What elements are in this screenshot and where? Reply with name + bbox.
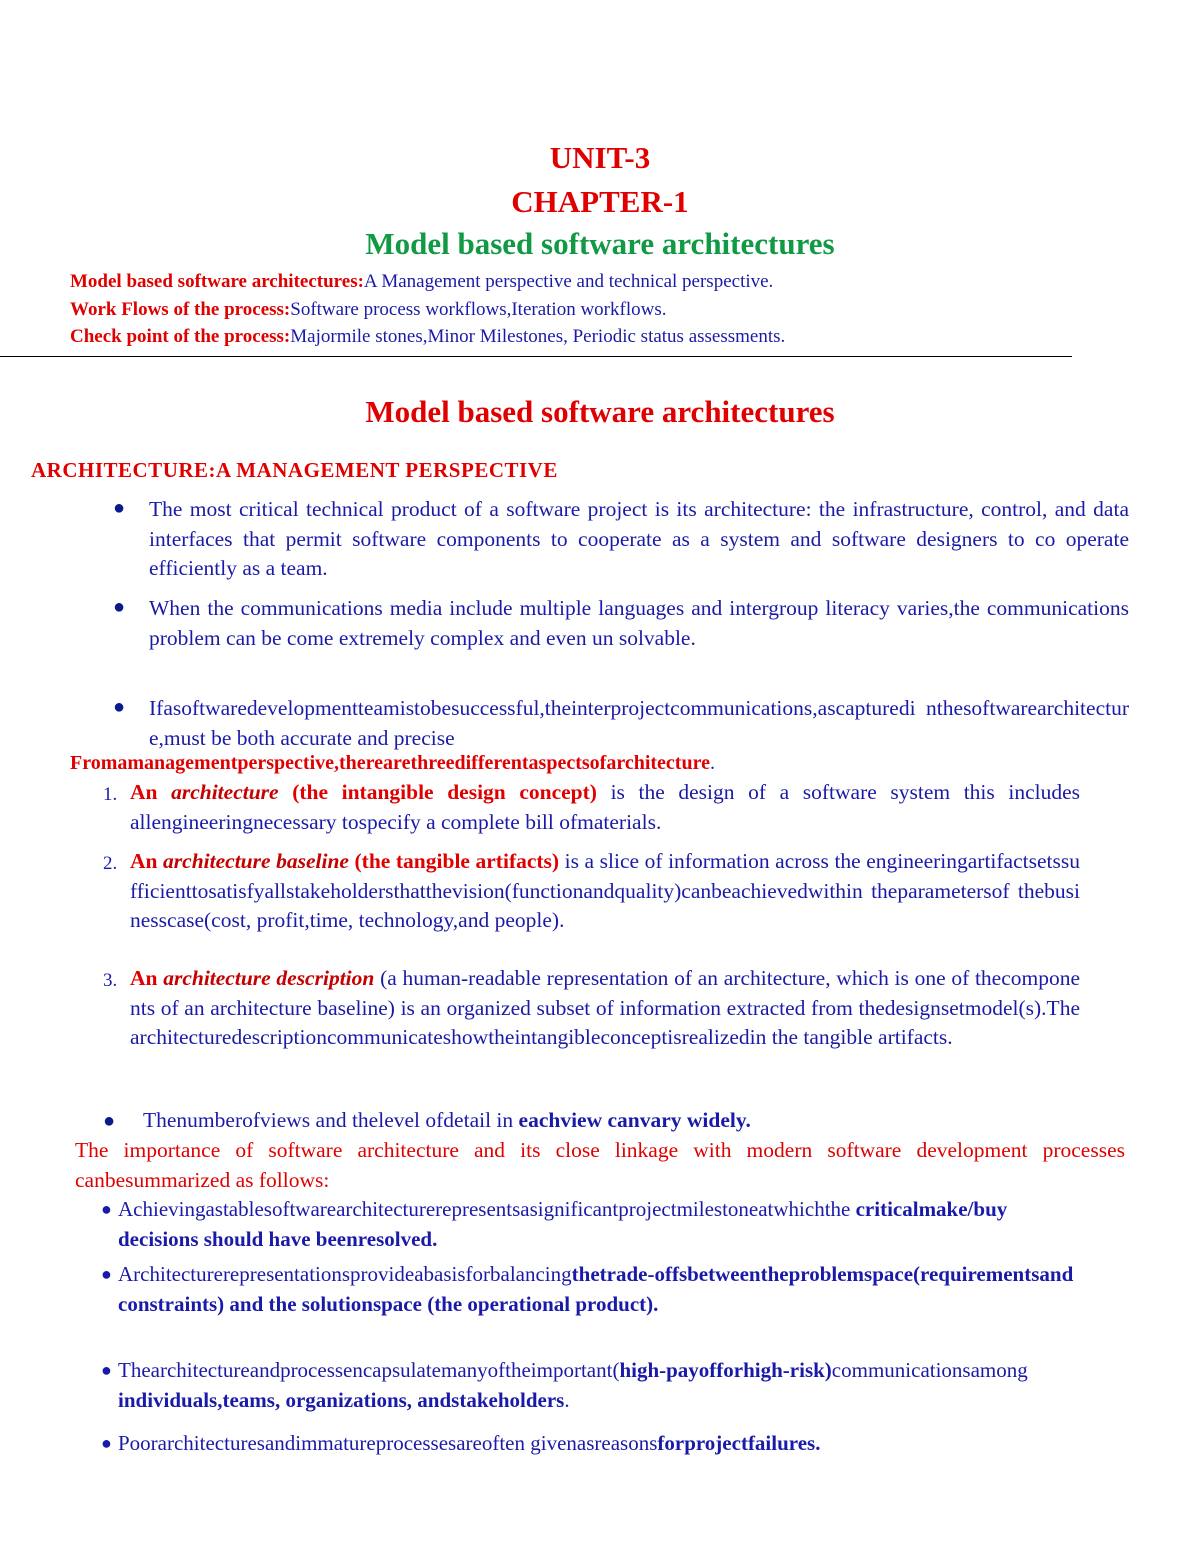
topic-line-1: Model based software architectures:A Management perspective and technical perspective. (70, 271, 774, 292)
page-title: Model based software architectures (365, 226, 835, 261)
bullet-icon: ● (101, 1360, 112, 1380)
bullet-icon: ● (101, 1433, 112, 1453)
importance-paragraph: The importance of software architecture and its close linkage with modern software development processes canbesummarized as follows: (75, 1138, 1125, 1192)
point-2: Architecturerepresentationsprovideabasisforbalancingthetrade-offsbetweentheproblemspace(requirementsand constraints) and the solutionspace (the operational product). (118, 1262, 1074, 1316)
aspect-item-2: An architecture baseline (the tangible artifacts) is a slice of information across the engineeringartifactsetssufficienttosatisfyallstakeholdersthatthevision(functionandquality)canbeachievedwithin theparametersof thebusinesscase(cost, profit,time, technology,and people). (130, 849, 1080, 932)
section-heading: ARCHITECTURE:A MANAGEMENT PERSPECTIVE (31, 458, 558, 482)
bullet-icon: ● (101, 1264, 112, 1284)
unit-title: UNIT-3 (549, 140, 651, 175)
bullet-paragraph-1: The most critical technical product of a software project is its architecture: the infrastructure, control, and data interfaces that permit software components to cooperate as a system and software designers to co operate efficiently as a team. (149, 497, 1129, 580)
aspects-intro: Fromamanagementperspective,therearethreedifferentaspectsofarchitecture. (70, 752, 715, 774)
aspect-item-3: An architecture description (a human-readable representation of an architecture, which is one of thecomponents of an architecture baseline) is an organized subset of information extracted from thedesignsetmodel(s).Thearchitecturedescriptioncommunicateshowtheintangibleconceptisrealizedin the tangible artifacts. (130, 966, 1081, 1049)
bullet-icon: ● (113, 497, 126, 519)
bullet-icon: ● (113, 696, 126, 718)
bullet-icon: ● (113, 596, 126, 618)
point-1: Achievingastablesoftwarearchitecturerepresentsasignificantprojectmilestoneatwhichthe criticalmake/buy decisions should have beenresolved. (118, 1197, 1008, 1251)
list-number: 2. (103, 853, 118, 874)
divider (0, 356, 1072, 357)
bullet-paragraph-3: Ifasoftwaredevelopmentteamistobesuccessful,theinterprojectcommunications,ascapturedi nthesoftwarearchitecture,must be both accurate and precise (149, 696, 1129, 750)
bullet-icon: ● (103, 1110, 116, 1132)
point-3: Thearchitectureandprocessencapsulatemanyoftheimportant(high-payofforhigh-risk)communicationsamong individuals,teams, organizations, andstakeholders. (118, 1358, 1028, 1412)
aspect-item-1: An architecture (the intangible design concept) is the design of a software system this includes allengineeringnecessary tospecify a complete bill ofmaterials. (130, 780, 1081, 834)
point-4: Poorarchitecturesandimmatureprocessesareoften givenasreasonsforprojectfailures. (118, 1431, 821, 1455)
topic-line-3: Check point of the process:Majormile stones,Minor Milestones, Periodic status assessments. (70, 326, 786, 347)
list-number: 1. (103, 784, 118, 805)
topic-line-2: Work Flows of the process:Software process workflows,Iteration workflows. (70, 299, 667, 320)
bullet-paragraph-2: When the communications media include multiple languages and intergroup literacy varies,the communications problem can be come extremely complex and even un solvable. (149, 596, 1129, 650)
section-title: Model based software architectures (365, 394, 835, 429)
views-line: Thenumberofviews and thelevel ofdetail in eachview canvary widely. (143, 1108, 751, 1132)
bullet-icon: ● (101, 1199, 112, 1219)
chapter-title: CHAPTER-1 (511, 184, 689, 219)
list-number: 3. (103, 970, 118, 991)
